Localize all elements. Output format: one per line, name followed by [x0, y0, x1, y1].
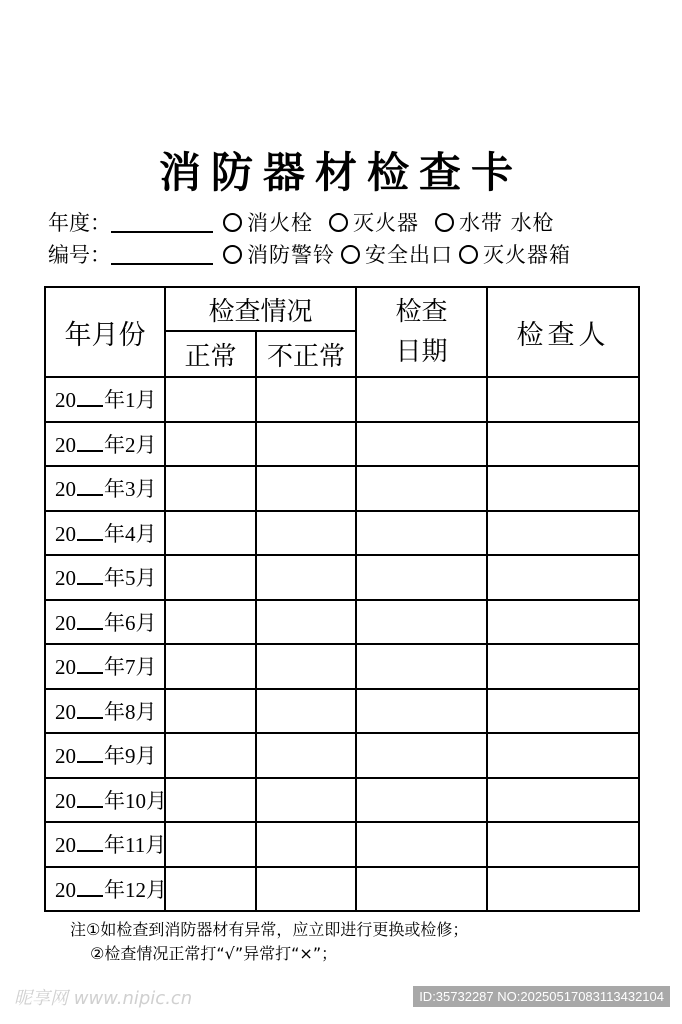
year-prefix: 20 — [55, 788, 76, 813]
year-blank[interactable] — [77, 879, 103, 897]
check-date-cell[interactable] — [356, 644, 487, 689]
table-row — [45, 600, 639, 645]
year-blank[interactable] — [77, 656, 103, 674]
radio-circle-icon[interactable] — [459, 245, 478, 264]
year-field[interactable] — [111, 212, 213, 233]
table-row — [45, 689, 639, 734]
month-cell — [45, 466, 165, 511]
normal-cell[interactable] — [165, 422, 256, 467]
month-cell — [45, 689, 165, 734]
month-cell — [45, 644, 165, 689]
abnormal-cell[interactable] — [256, 600, 356, 645]
inspector-cell[interactable] — [487, 822, 639, 867]
table-row — [45, 422, 639, 467]
abnormal-cell[interactable] — [256, 822, 356, 867]
year-prefix: 20 — [55, 877, 76, 902]
check-date-cell[interactable] — [356, 511, 487, 556]
month-cell — [45, 867, 165, 912]
note-line-2: ②检查情况正常打“√”异常打“×”； — [90, 944, 338, 963]
header-abnormal: 不正常 — [256, 331, 356, 377]
month-cell — [45, 511, 165, 556]
table-row — [45, 733, 639, 778]
month-cell — [45, 377, 165, 422]
normal-cell[interactable] — [165, 733, 256, 778]
abnormal-cell[interactable] — [256, 511, 356, 556]
inspector-cell[interactable] — [487, 867, 639, 912]
year-blank[interactable] — [77, 745, 103, 763]
year-prefix: 20 — [55, 744, 76, 769]
month-label: 年6月 — [104, 610, 157, 635]
check-date-cell[interactable] — [356, 733, 487, 778]
year-blank[interactable] — [77, 567, 103, 585]
normal-cell[interactable] — [165, 778, 256, 823]
normal-cell[interactable] — [165, 644, 256, 689]
month-label: 年5月 — [104, 566, 157, 591]
year-blank[interactable] — [77, 834, 103, 852]
option-extinguisher-box[interactable]: 灭火器箱 — [459, 239, 571, 269]
header-normal: 正常 — [165, 331, 256, 377]
radio-circle-icon[interactable] — [435, 213, 454, 232]
abnormal-cell[interactable] — [256, 377, 356, 422]
month-cell — [45, 778, 165, 823]
normal-cell[interactable] — [165, 822, 256, 867]
inspector-cell[interactable] — [487, 778, 639, 823]
month-label: 年3月 — [104, 477, 157, 502]
table-row — [45, 867, 639, 912]
year-prefix: 20 — [55, 432, 76, 457]
inspector-cell[interactable] — [487, 377, 639, 422]
radio-circle-icon[interactable] — [223, 213, 242, 232]
inspector-cell[interactable] — [487, 733, 639, 778]
check-date-cell[interactable] — [356, 867, 487, 912]
year-prefix: 20 — [55, 477, 76, 502]
inspector-cell[interactable] — [487, 600, 639, 645]
table-row — [45, 555, 639, 600]
year-label: 年度： — [48, 211, 111, 235]
table-row — [45, 511, 639, 556]
header-check-status: 检查情况 — [165, 287, 356, 331]
year-prefix: 20 — [55, 388, 76, 413]
abnormal-cell[interactable] — [256, 466, 356, 511]
check-date-cell[interactable] — [356, 377, 487, 422]
inspector-cell[interactable] — [487, 511, 639, 556]
table-row — [45, 644, 639, 689]
month-label: 年12月 — [104, 877, 167, 902]
abnormal-cell[interactable] — [256, 733, 356, 778]
check-date-cell[interactable] — [356, 600, 487, 645]
abnormal-cell[interactable] — [256, 555, 356, 600]
inspector-cell[interactable] — [487, 466, 639, 511]
normal-cell[interactable] — [165, 511, 256, 556]
abnormal-cell[interactable] — [256, 867, 356, 912]
option-fire-alarm[interactable]: 消防警铃 — [223, 239, 335, 269]
check-date-cell[interactable] — [356, 555, 487, 600]
year-blank[interactable] — [77, 389, 103, 407]
check-date-cell[interactable] — [356, 822, 487, 867]
note-line-1: 注①如检查到消防器材有异常，应立即进行更换或检修； — [70, 920, 469, 939]
year-prefix: 20 — [55, 566, 76, 591]
year-blank[interactable] — [77, 523, 103, 541]
month-label: 年1月 — [104, 388, 157, 413]
radio-circle-icon[interactable] — [341, 245, 360, 264]
number-field[interactable] — [111, 244, 213, 265]
number-label: 编号： — [48, 243, 111, 267]
radio-circle-icon[interactable] — [223, 245, 242, 264]
option-hydrant[interactable]: 消火栓 — [223, 207, 313, 237]
month-label: 年9月 — [104, 744, 157, 769]
month-cell — [45, 822, 165, 867]
check-date-cell[interactable] — [356, 422, 487, 467]
page-title: 消防器材检查卡 — [158, 148, 523, 197]
abnormal-cell[interactable] — [256, 689, 356, 734]
inspector-cell[interactable] — [487, 555, 639, 600]
table-row — [45, 778, 639, 823]
check-date-cell[interactable] — [356, 778, 487, 823]
year-prefix: 20 — [55, 521, 76, 546]
radio-circle-icon[interactable] — [329, 213, 348, 232]
table-row — [45, 466, 639, 511]
form-row-number — [48, 240, 577, 268]
normal-cell[interactable] — [165, 689, 256, 734]
abnormal-cell[interactable] — [256, 422, 356, 467]
inspector-cell[interactable] — [487, 644, 639, 689]
year-prefix: 20 — [55, 655, 76, 680]
table-row — [45, 822, 639, 867]
notes — [70, 918, 468, 966]
month-label: 年10月 — [104, 788, 167, 813]
month-cell — [45, 422, 165, 467]
year-prefix: 20 — [55, 699, 76, 724]
month-label: 年4月 — [104, 521, 157, 546]
month-label: 年2月 — [104, 432, 157, 457]
inspector-cell[interactable] — [487, 422, 639, 467]
watermark-id: ID:35732287 NO:20250517083113432104 — [413, 986, 670, 1007]
header-inspector: 检查人 — [487, 287, 639, 377]
watermark-logo: 昵享网 www.nipic.cn — [14, 988, 193, 1009]
normal-cell[interactable] — [165, 555, 256, 600]
normal-cell[interactable] — [165, 377, 256, 422]
year-blank[interactable] — [77, 701, 103, 719]
year-blank[interactable] — [77, 478, 103, 496]
check-date-cell[interactable] — [356, 689, 487, 734]
abnormal-cell[interactable] — [256, 644, 356, 689]
month-label: 年8月 — [104, 699, 157, 724]
option-safety-exit[interactable]: 安全出口 — [341, 239, 453, 269]
table-row — [45, 377, 639, 422]
check-date-cell[interactable] — [356, 466, 487, 511]
normal-cell[interactable] — [165, 466, 256, 511]
year-blank[interactable] — [77, 612, 103, 630]
option-hose-nozzle[interactable]: 水带 水枪 — [435, 207, 555, 237]
year-blank[interactable] — [77, 434, 103, 452]
year-prefix: 20 — [55, 610, 76, 635]
inspection-table — [44, 286, 640, 912]
header-month: 年月份 — [45, 287, 165, 377]
year-prefix: 20 — [55, 833, 76, 858]
normal-cell[interactable] — [165, 867, 256, 912]
year-blank[interactable] — [77, 790, 103, 808]
month-cell — [45, 555, 165, 600]
month-cell — [45, 733, 165, 778]
month-label: 年7月 — [104, 655, 157, 680]
header-check-date — [356, 287, 487, 377]
option-extinguisher[interactable]: 灭火器 — [329, 207, 419, 237]
form-row-year — [48, 208, 561, 236]
month-label: 年11月 — [104, 833, 167, 858]
month-cell — [45, 600, 165, 645]
normal-cell[interactable] — [165, 600, 256, 645]
inspector-cell[interactable] — [487, 689, 639, 734]
header-check-date-text: 检查日期 — [395, 297, 448, 367]
abnormal-cell[interactable] — [256, 778, 356, 823]
